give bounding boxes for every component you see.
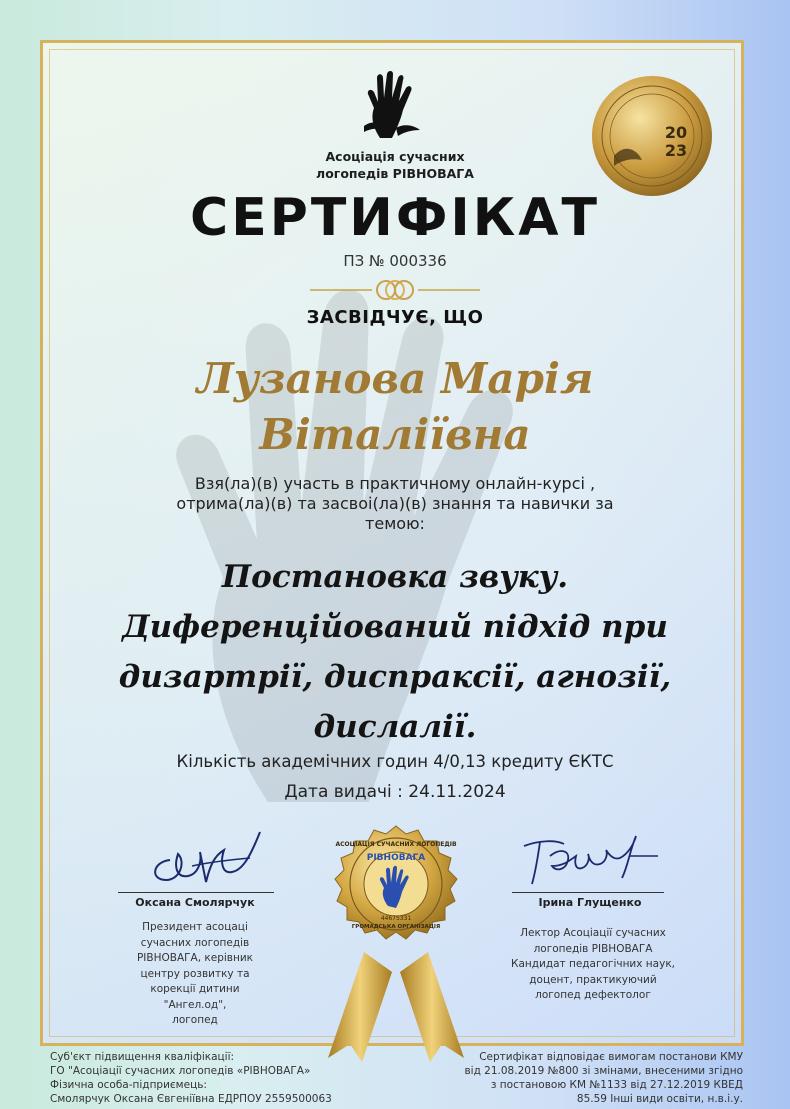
signature-hlushchenko-icon xyxy=(510,826,660,892)
signer-left-desc-4: центру розвитку та xyxy=(140,967,250,980)
signature-line-left xyxy=(118,892,274,893)
footer-right-line-2: від 21.08.2019 №800 зі змінами, внесеними згідно xyxy=(464,1065,743,1077)
participation-line-3: темою: xyxy=(365,514,425,533)
footer-left-line-3: Фізична особа-підприємець: xyxy=(50,1079,207,1091)
signer-right-desc-3: Кандидат педагогічних наук, xyxy=(510,958,676,970)
signer-left-desc-6: логопед xyxy=(172,1014,218,1026)
organization-line-2: логопедів РІВНОВАГА xyxy=(316,166,474,181)
topic-line-3: дизартрії, диспраксії, агнозії, xyxy=(118,659,672,695)
recipient-name-line-1: Лузанова Марія xyxy=(196,354,594,403)
gold-rings-ornament-icon xyxy=(310,278,480,302)
signer-right-desc-4: доцент, практикуючий xyxy=(529,973,657,986)
participation-line-2: отрима(ла)(в) та засвоі(ла)(в) знання та навички за xyxy=(176,494,614,513)
topic-line-4: дислалії. xyxy=(313,709,477,745)
organization-line-1: Асоціація сучасних xyxy=(325,149,465,164)
signature-line-right xyxy=(512,892,664,893)
medal-text-bottom: ГРОМАДСЬКА ОРГАНІЗАЦІЯ xyxy=(351,924,441,930)
participation-text xyxy=(40,474,750,534)
medal-brand: РІВНОВАГА xyxy=(366,853,426,863)
gold-medal-seal-icon xyxy=(306,822,486,1062)
footer-right-line-1: Сертифікат відповідає вимогам постанови КМУ xyxy=(479,1051,743,1063)
signer-right-desc-1: Лектор Асоціації сучасних xyxy=(520,927,666,939)
footer-left-line-2: ГО "Асоціації сучасних логопедів «РІВНОВАГА» xyxy=(50,1065,311,1077)
signer-name-right: Ірина Глущенко xyxy=(538,896,642,909)
footer-left-line-1: Суб'єкт підвищення кваліфікації: xyxy=(50,1051,235,1063)
footer-right-line-4: 85.59 Інші види освіти, н.в.і.у. xyxy=(576,1093,743,1105)
signer-left-desc-5: корекції дитини "Ангел.од", xyxy=(150,983,240,1011)
organization-name xyxy=(295,148,495,182)
issue-date: Дата видачі : 24.11.2024 xyxy=(284,782,506,802)
topic-line-1: Постановка звуку. xyxy=(221,559,569,595)
certificate-number: ПЗ № 000336 xyxy=(343,252,447,270)
signer-right-desc-2: логопедів РІВНОВАГА xyxy=(533,942,653,955)
signer-left-desc-2: сучасних логопедів xyxy=(140,936,250,949)
signer-left-desc-1: Президент асоцаці xyxy=(142,921,248,933)
signer-description-left xyxy=(120,920,270,1029)
recipient-name-line-2: Віталіївна xyxy=(259,410,531,459)
certificate-title: СЕРТИФІКАТ xyxy=(190,188,600,248)
footer-provider-info xyxy=(50,1050,350,1106)
gold-seal-icon xyxy=(590,74,714,198)
seal-year-top: 20 xyxy=(664,123,688,142)
seal-year-bottom: 23 xyxy=(664,141,688,160)
course-topic xyxy=(40,552,750,752)
participation-line-1: Взя(ла)(в) участь в практичному онлайн-курсі , xyxy=(194,474,596,493)
topic-line-2: Диференційований підхід при xyxy=(122,609,668,645)
footer-legal-info xyxy=(425,1050,743,1106)
signer-description-right xyxy=(498,926,688,1004)
signature-smoliarchuk-icon xyxy=(140,822,270,892)
medal-code: 44675331 xyxy=(380,915,412,922)
medal-text-top: АСОЦІАЦІЯ СУЧАСНИХ ЛОГОПЕДІВ xyxy=(335,841,457,848)
signer-right-desc-5: логопед дефектолог xyxy=(535,989,651,1001)
footer-right-line-3: з постановою КМ №1133 від 27.12.2019 КВЕД xyxy=(490,1079,743,1091)
signer-left-desc-3: РІВНОВАГА, керівник xyxy=(136,952,254,964)
footer-left-line-4: Смолярчук Оксана Євгеніївна ЕДРПОУ 2559500063 xyxy=(50,1093,332,1105)
hand-logo-icon xyxy=(358,70,428,142)
signer-name-left: Оксана Смолярчук xyxy=(135,896,255,909)
academic-hours: Кількість академічних годин 4/0,13 кредиту ЄКТС xyxy=(176,752,614,771)
certifies-heading: ЗАСВІДЧУЄ, ЩО xyxy=(306,307,484,328)
